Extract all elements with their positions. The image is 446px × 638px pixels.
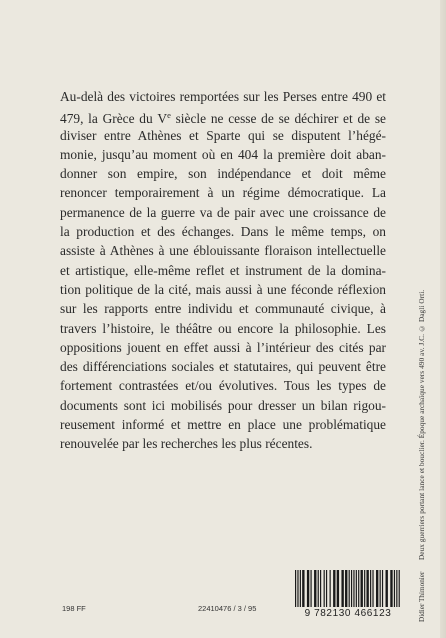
blurb-line: renouvelée par les recherches les plus récentes. [60,436,313,452]
blurb-line: Au-delà des victoires remportées sur les Perses entre 490 et [60,89,386,104]
blurb-line: travers l’histoire, le théâtre ou encore la philosophie. Les [60,320,386,336]
blurb-line: renoncer temporairement à un régime démocratique. La [60,185,386,201]
blurb-line: des différenciations sociales et statutaires, qui peuvent être [60,359,386,375]
blurb-line: et artistique, elle-même reflet et instrument de la domina- [60,262,386,278]
blurb-line: fortement contrastées et/ou évolutives. Tous les types de [60,378,386,394]
price-label: 198 FF [62,604,86,613]
blurb-text [60,87,386,454]
century-superscript: e [167,110,171,121]
blurb-line: donner son empire, son indépendance et doit même [60,166,386,182]
page-edge [440,0,446,638]
blurb-line: sur les rapports entre individu et communauté civique, à [60,301,386,317]
blurb-line: documents sont ici mobilisés pour dresser un bilan rigou- [60,397,386,413]
isbn-barcode [292,570,404,622]
century-numeral: V [157,111,168,127]
blurb-line: oppositions jouent en effet aussi à l’intérieur des cités par [60,339,386,355]
blurb-line: la production et des échanges. Dans le même temps, on [60,224,386,240]
blurb-line: permanence de la guerre va de pair avec une croissance de [60,204,386,220]
blurb-line: reusement informé et mettre en place une problématique [60,417,386,433]
blurb-line: assiste à Athènes à une éblouissante floraison intellectuelle [60,243,386,259]
reference-number: 22410476 / 3 / 95 [198,604,257,613]
blurb-line: 479, la Grèce du Ve siècle ne cesse de se déchirer et de se [60,110,386,127]
blurb-line: tion politique de la cité, mais aussi à une féconde réflexion [60,281,386,297]
cover-image-caption: Deux guerriers portant lance et bouclier. Époque archaïque vers 490 av. J.C. © Dagli Orti. [418,289,426,560]
barcode-digits: 9 782130 466123 [292,607,404,621]
photo-credit: Didier Thimonier [418,571,426,622]
blurb-line: diviser entre Athènes et Sparte qui se disputent l’hégé- [60,127,386,143]
blurb-line: monie, jusqu’au moment où en 404 la première doit aban- [60,146,386,162]
